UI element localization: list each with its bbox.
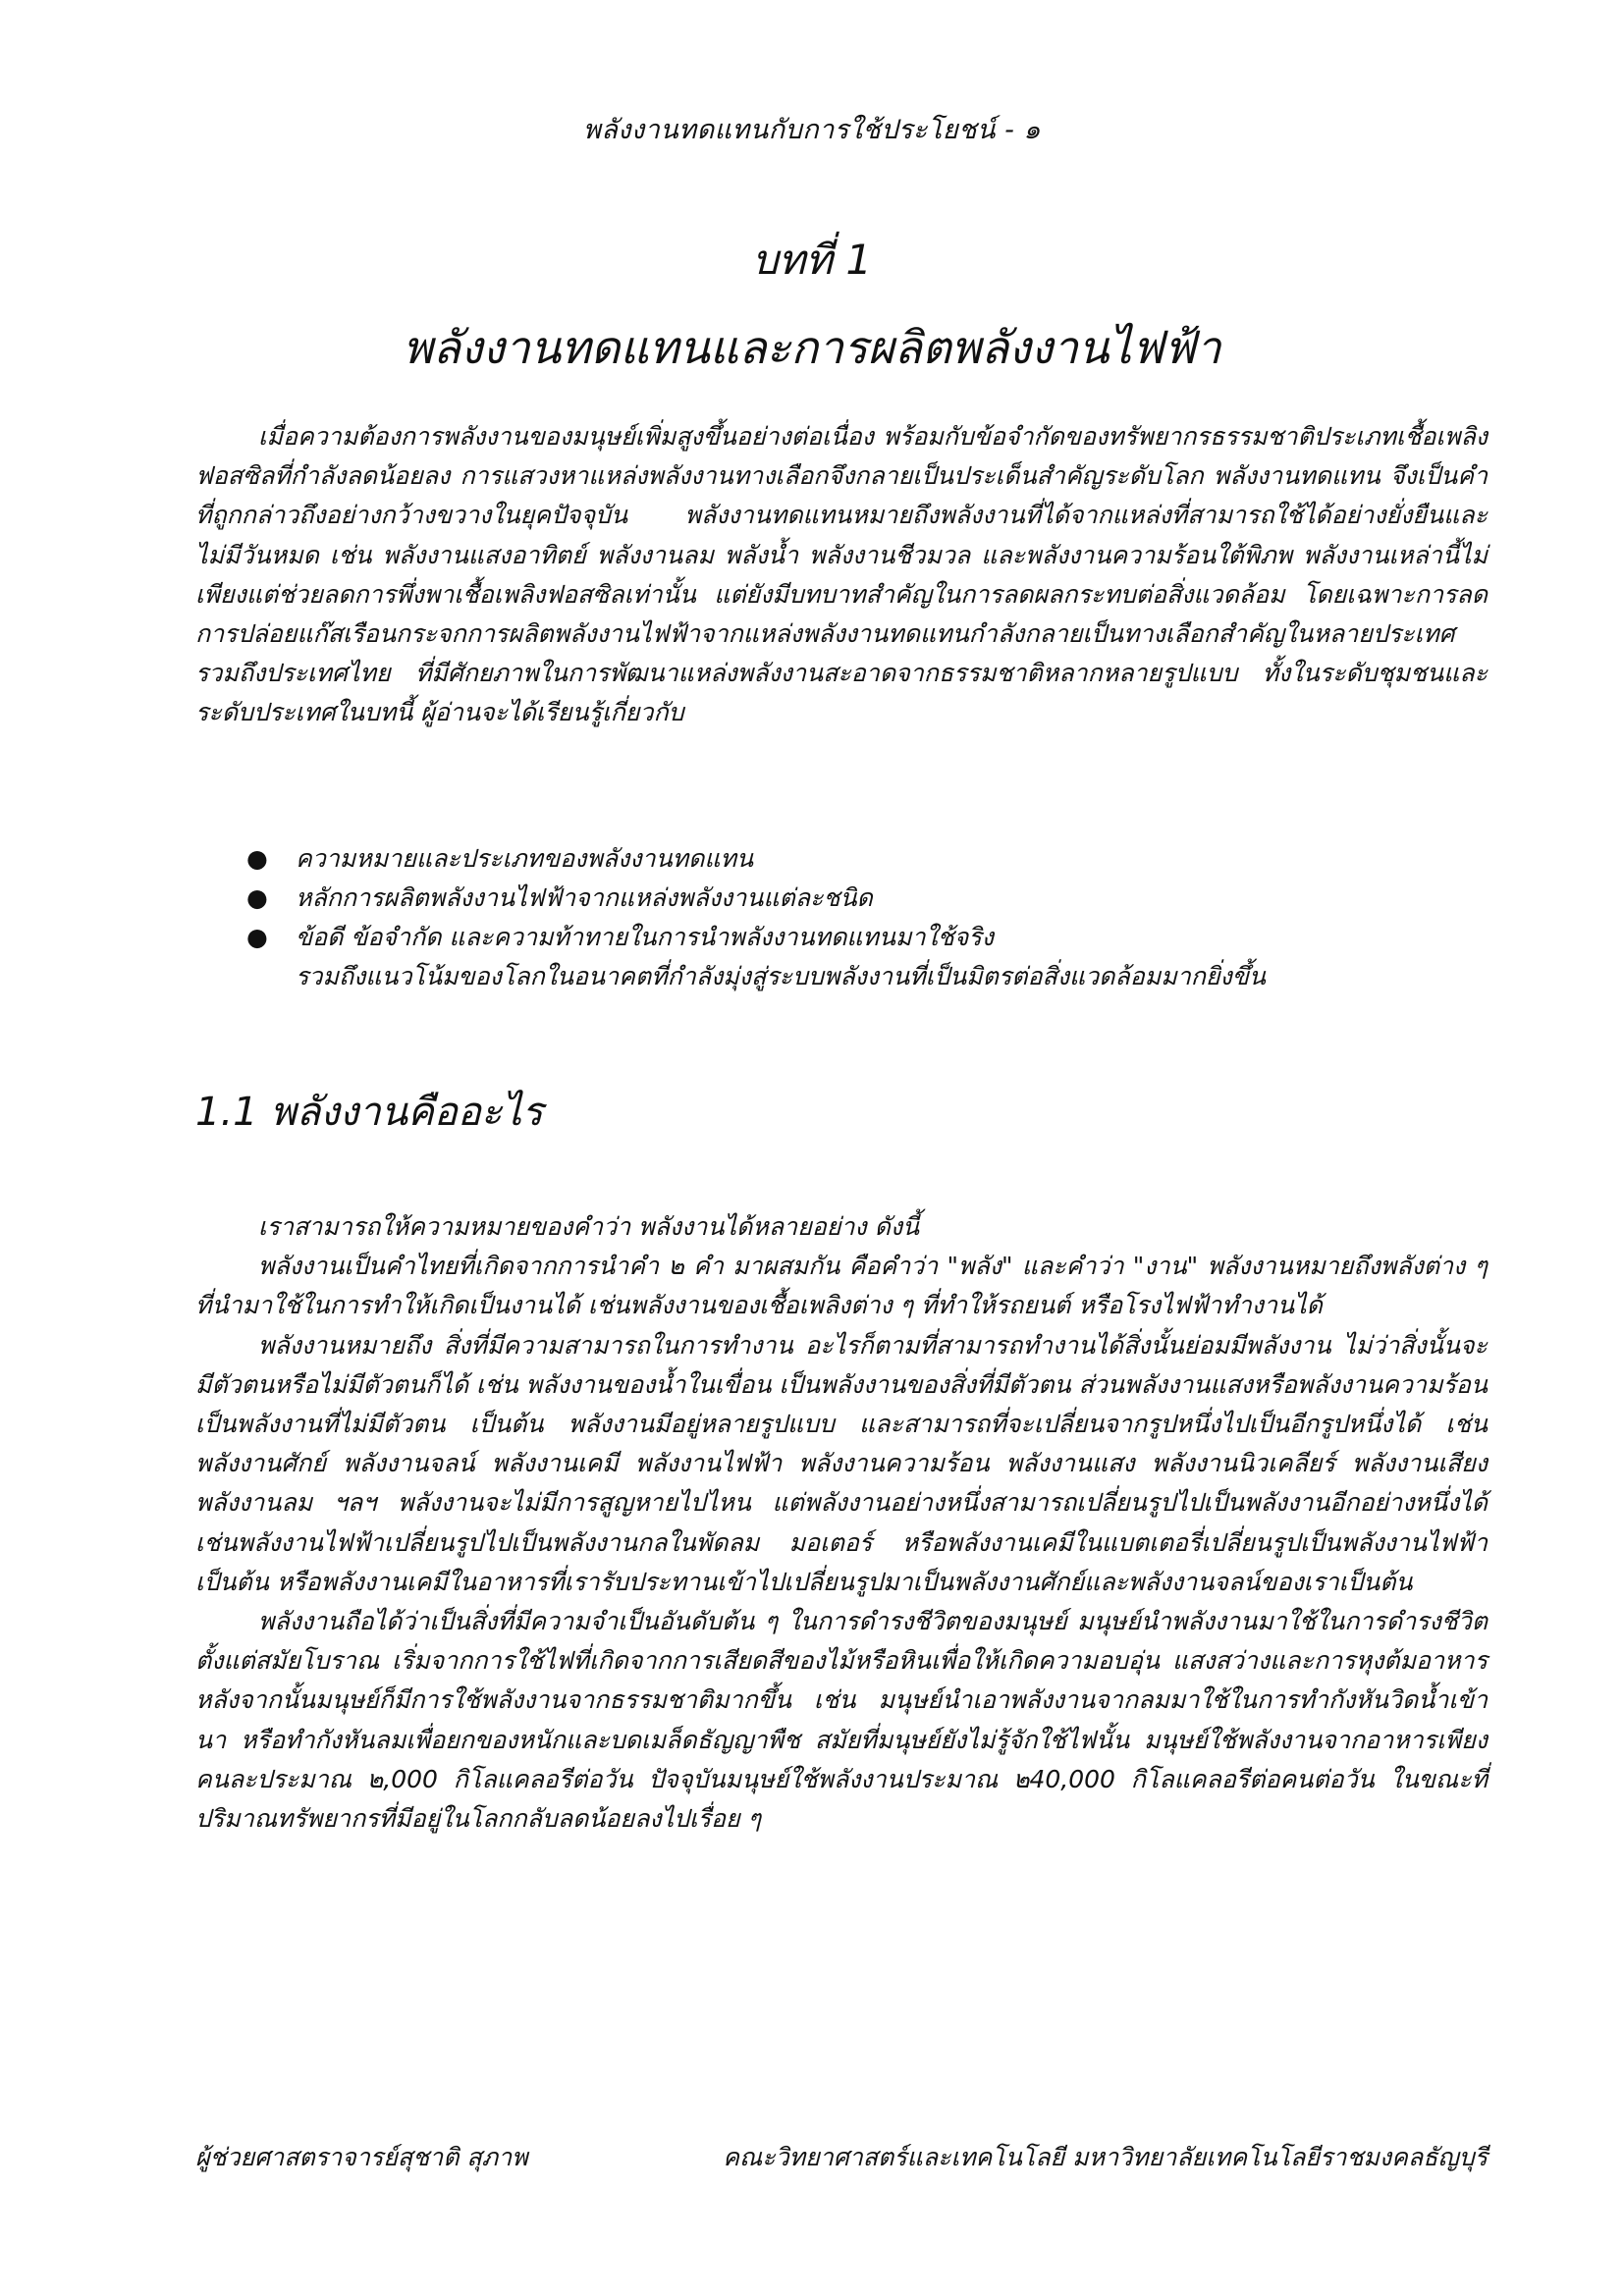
section-paragraph: พลังงานเป็นคำไทยที่เกิดจากการนำคำ ๒ คำ มาผสมกัน คือคำว่า "พลัง" และคำว่า "งาน" พลังงานหมายถึงพลังต่าง ๆ ที่นำมาใช้ในการทำให้เกิดเป็นงานได้ เช่นพลังงานของเชื้อเพลิงต่าง ๆ ที่ทำให้รถยนต์ หรือโรงไฟฟ้าทำงานได้ [195, 1252, 1488, 1320]
bullet-list [195, 839, 1488, 996]
running-header: พลังงานทดแทนกับการใช้ประโยชน์ - ๑ [582, 115, 1042, 145]
bullet-item [195, 879, 1488, 918]
intro-paragraph: เมื่อความต้องการพลังงานของมนุษย์เพิ่มสูงขึ้นอย่างต่อเนื่อง พร้อมกับข้อจำกัดของทรัพยากรธรรมชาติประเภทเชื้อเพลิงฟอสซิลที่กำลังลดน้อยลง การแสวงหาแหล่งพลังงานทางเลือกจึงกลายเป็นประเด็นสำคัญระดับโลก พลังงานทดแทน จึงเป็นคำที่ถูกกล่าวถึงอย่างกว้างขวางในยุคปัจจุบัน พลังงานทดแทนหมายถึงพลังงานที่ได้จากแหล่งที่สามารถใช้ได้อย่างยั่งยืนและ ไม่มีวันหมด เช่น พลังงานแสงอาทิตย์ พลังงานลม พลังน้ำ พลังงานชีวมวล และพลังงานความร้อนใต้พิภพ พลังงานเหล่านี้ไม่เพียงแต่ช่วยลดการพึ่งพาเชื้อเพลิงฟอสซิลเท่านั้น แต่ยังมีบทบาทสำคัญในการลดผลกระทบต่อสิ่งแวดล้อม โดยเฉพาะการลดการปล่อยแก๊สเรือนกระจกการผลิตพลังงานไฟฟ้าจากแหล่งพลังงานทดแทนกำลังกลายเป็นทางเลือกสำคัญในหลายประเทศ รวมถึงประเทศไทย ที่มีศักยภาพในการพัฒนาแหล่งพลังงานสะอาดจากธรรมชาติหลากหลายรูปแบบ ทั้งในระดับชุมชนและระดับประเทศในบทนี้ ผู้อ่านจะได้เรียนรู้เกี่ยวกับ [195, 422, 1488, 727]
section-lead: เราสามารถให้ความหมายของคำว่า พลังงานได้หลายอย่าง ดังนี้ [258, 1212, 920, 1241]
section-paragraph: พลังงานถือได้ว่าเป็นสิ่งที่มีความจำเป็นอันดับต้น ๆ ในการดำรงชีวิตของมนุษย์ มนุษย์นำพลังงานมาใช้ในการดำรงชีวิตตั้งแต่สมัยโบราณ เริ่มจากการใช้ไฟที่เกิดจากการเสียดสีของไม้หรือหินเพื่อให้เกิดความอบอุ่น แสงสว่างและการหุงต้มอาหาร หลังจากนั้นมนุษย์ก็มีการใช้พลังงานจากธรรมชาติมากขึ้น เช่น มนุษย์นำเอาพลังงานจากลมมาใช้ในการทำกังหันวิดน้ำเข้านา หรือทำกังหันลมเพื่อยกของหนักและบดเมล็ดธัญญาพืช สมัยที่มนุษย์ยังไม่รู้จักใช้ไฟนั้น มนุษย์ใช้พลังงานจากอาหารเพียงคนละประมาณ ๒,000 กิโลแคลอรีต่อวัน ปัจจุบันมนุษย์ใช้พลังงานประมาณ ๒40,000 กิโลแคลอรีต่อคนต่อวัน ในขณะที่ปริมาณทรัพยากรที่มีอยู่ในโลกกลับลดน้อยลงไปเรื่อย ๆ [195, 1607, 1488, 1834]
intro-section [195, 417, 1488, 733]
bullet-text: หลักการผลิตพลังงานไฟฟ้าจากแหล่งพลังงานแต่ละชนิด [296, 883, 873, 912]
section-paragraph: พลังงานหมายถึง สิ่งที่มีความสามารถในการทำงาน อะไรก็ตามที่สามารถทำงานได้สิ่งนั้นย่อมมีพลังงาน ไม่ว่าสิ่งนั้นจะมีตัวตนหรือไม่มีตัวตนก็ได้ เช่น พลังงานของน้ำในเขื่อน เป็นพลังงานของสิ่งที่มีตัวตน ส่วนพลังงานแสงหรือพลังงานความร้อนเป็นพลังงานที่ไม่มีตัวตน เป็นต้น พลังงานมีอยู่หลายรูปแบบ และสามารถที่จะเปลี่ยนจากรูปหนึ่งไปเป็นอีกรูปหนึ่งได้ เช่น พลังงานศักย์ พลังงานจลน์ พลังงานเคมี พลังงานไฟฟ้า พลังงานความร้อน พลังงานแสง พลังงานนิวเคลียร์ พลังงานเสียง พลังงานลม ฯลฯ พลังงานจะไม่มีการสูญหายไปไหน แต่พลังงานอย่างหนึ่งสามารถเปลี่ยนรูปไปเป็นพลังงานอีกอย่างหนึ่งได้ เช่นพลังงานไฟฟ้าเปลี่ยนรูปไปเป็นพลังงานกลในพัดลม มอเตอร์ หรือพลังงานเคมีในแบตเตอรี่เปลี่ยนรูปเป็นพลังงานไฟฟ้าเป็นต้น หรือพลังงานเคมีในอาหารที่เรารับประทานเข้าไปเปลี่ยนรูปมาเป็นพลังงานศักย์และพลังงานจลน์ของเราเป็นต้น [195, 1330, 1488, 1596]
chapter-title: พลังงานทดแทนและการผลิตพลังงานไฟฟ้า [403, 321, 1221, 374]
bullet-continuation: รวมถึงแนวโน้มของโลกในอนาคตที่กำลังมุ่งสู่ระบบพลังงานที่เป็นมิตรต่อสิ่งแวดล้อมมากยิ่งขึ้น [296, 962, 1266, 990]
section-heading: 1.1 พลังงานคืออะไร [195, 1090, 543, 1135]
bullet-text: ความหมายและประเภทของพลังงานทดแทน [296, 844, 754, 873]
bullet-icon: ● [246, 844, 268, 873]
bullet-icon: ● [246, 923, 268, 951]
bullet-item [195, 918, 1488, 957]
page-footer [195, 2138, 1488, 2177]
footer-affiliation: คณะวิทยาศาสตร์และเทคโนโลยี มหาวิทยาลัยเทคโนโลยีราชมงคลธัญบุรี [723, 2143, 1488, 2171]
footer-author: ผู้ช่วยศาสตราจารย์สุชาติ สุภาพ [195, 2143, 528, 2171]
bullet-icon: ● [246, 883, 268, 912]
bullet-text: ข้อดี ข้อจำกัด และความท้าทายในการนำพลังงานทดแทนมาใช้จริง [296, 923, 994, 951]
bullet-item [195, 839, 1488, 879]
section-body [195, 1207, 1488, 1839]
chapter-number: บทที่ 1 [751, 236, 873, 284]
